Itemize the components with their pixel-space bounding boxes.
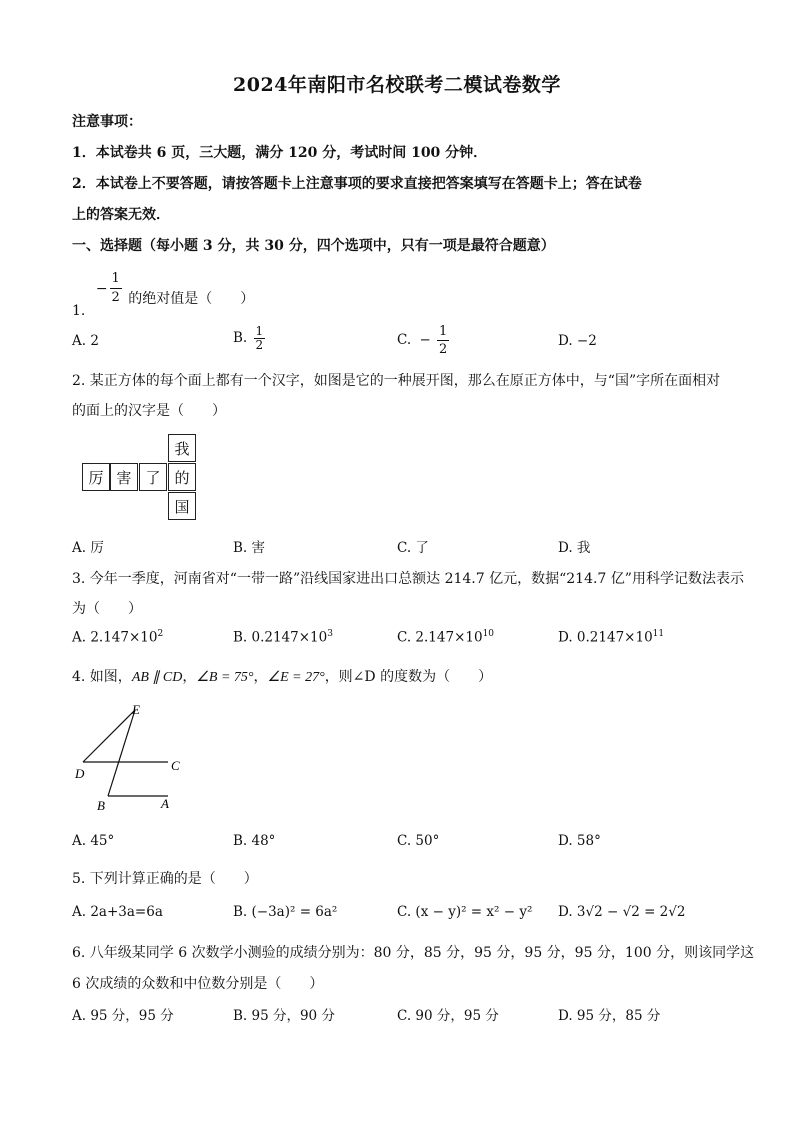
question-5-option-a: A. 2a+3a=6a [72, 904, 163, 920]
question-6-stem-line-2: 6 次成绩的众数和中位数分别是（ ） [72, 976, 324, 992]
question-4-option-a: A. 45° [72, 833, 115, 849]
question-1-option-d: D. −2 [558, 333, 597, 349]
question-2-option-b: B. 害 [233, 540, 266, 556]
question-2-option-d: D. 我 [558, 540, 591, 556]
notice-item-1: 1．本试卷共 6 页，三大题，满分 120 分，考试时间 100 分钟． [72, 145, 488, 161]
notice-item-2-line-2: 上的答案无效． [72, 207, 170, 223]
question-1-stem: 的绝对值是（ ） [128, 290, 255, 307]
cube-net-cell-wo: 我 [168, 434, 196, 462]
cube-net-cell-le: 了 [139, 463, 167, 491]
question-4-option-c: C. 50° [397, 833, 440, 849]
cube-net-cell-hai: 害 [110, 463, 138, 491]
question-1-option-c: C. − $\frac{1}{2}$ [397, 324, 448, 357]
question-6-option-a: A. 95 分，95 分 [72, 1008, 174, 1024]
parallel-lines-figure [70, 698, 200, 813]
question-3-option-a: A. $2.147\times 10^2$ [72, 629, 164, 646]
page-title: 2024年南阳市名校联考二模试卷数学 [233, 74, 561, 96]
question-3-stem-line-1: 3. 今年一季度，河南省对“一带一路”沿线国家进出口总额达 214.7 亿元，数据“214.7 亿”用科学记数法表示 [72, 571, 744, 587]
question-4-stem: 4. 如图，AB ∥ CD，∠B = 75°，∠E = 27°，则∠D 的度数为（ ） [72, 669, 493, 685]
question-4-option-b: B. 48° [233, 833, 276, 849]
question-2-option-a: A. 厉 [72, 540, 104, 556]
point-label-e: E [132, 702, 140, 717]
question-3-option-b: B. $0.2147\times 10^3$ [233, 629, 333, 646]
question-6-option-c: C. 90 分，95 分 [397, 1008, 499, 1024]
cube-net-cell-de: 的 [168, 463, 196, 491]
notice-item-2-line-1: 2．本试卷上不要答题，请按答题卡上注意事项的要求直接把答案填写在答题卡上；答在试卷 [72, 176, 642, 192]
point-label-d: D [75, 766, 85, 781]
question-3-stem-line-2: 为（ ） [72, 601, 142, 617]
question-3-option-d: D. $0.2147\times 10^{11}$ [558, 629, 665, 646]
question-5-option-c: C. (x − y)² = x² − y² [397, 904, 533, 920]
question-1-fraction-denominator: 2 [111, 290, 120, 305]
cube-net-cell-li: 厉 [82, 463, 110, 491]
question-1-negative-sign: − [95, 280, 108, 297]
question-1-option-b: B. $\frac{1}{2}$ [233, 324, 264, 352]
point-label-b: B [97, 798, 105, 813]
question-2-stem-line-2: 的面上的汉字是（ ） [72, 403, 226, 419]
point-label-a: A [161, 796, 169, 811]
cube-net-cell-guo: 国 [168, 492, 196, 520]
question-1 [72, 270, 255, 319]
question-6-option-b: B. 95 分，90 分 [233, 1008, 335, 1024]
question-1-fraction-numerator: 1 [110, 270, 122, 289]
question-2-option-c: C. 了 [397, 540, 429, 556]
question-1-option-a: A. 2 [72, 333, 99, 349]
section-1-heading: 一、选择题（每小题 3 分，共 30 分，四个选项中，只有一项是最符合题意） [72, 238, 555, 254]
question-3-option-c: C. $2.147\times 10^{10}$ [397, 629, 495, 646]
question-2-stem-line-1: 2. 某正方体的每个面上都有一个汉字，如图是它的一种展开图，那么在原正方体中，与“国”字所在面相对 [72, 373, 721, 389]
notice-heading: 注意事项： [72, 114, 142, 130]
question-6-stem-line-1: 6. 八年级某同学 6 次数学小测验的成绩分别为：80 分，85 分，95 分，95 分，95 分，100 分，则该同学这 [72, 945, 755, 961]
question-4-option-d: D. 58° [558, 833, 601, 849]
question-5-option-d: D. 3√2 − √2 = 2√2 [558, 904, 686, 920]
question-5-stem: 5. 下列计算正确的是（ ） [72, 871, 258, 887]
question-6-option-d: D. 95 分，85 分 [558, 1008, 661, 1024]
question-1-number: 1. [72, 302, 86, 319]
point-label-c: C [171, 758, 180, 773]
question-5-option-b: B. (−3a)² = 6a² [233, 904, 338, 920]
